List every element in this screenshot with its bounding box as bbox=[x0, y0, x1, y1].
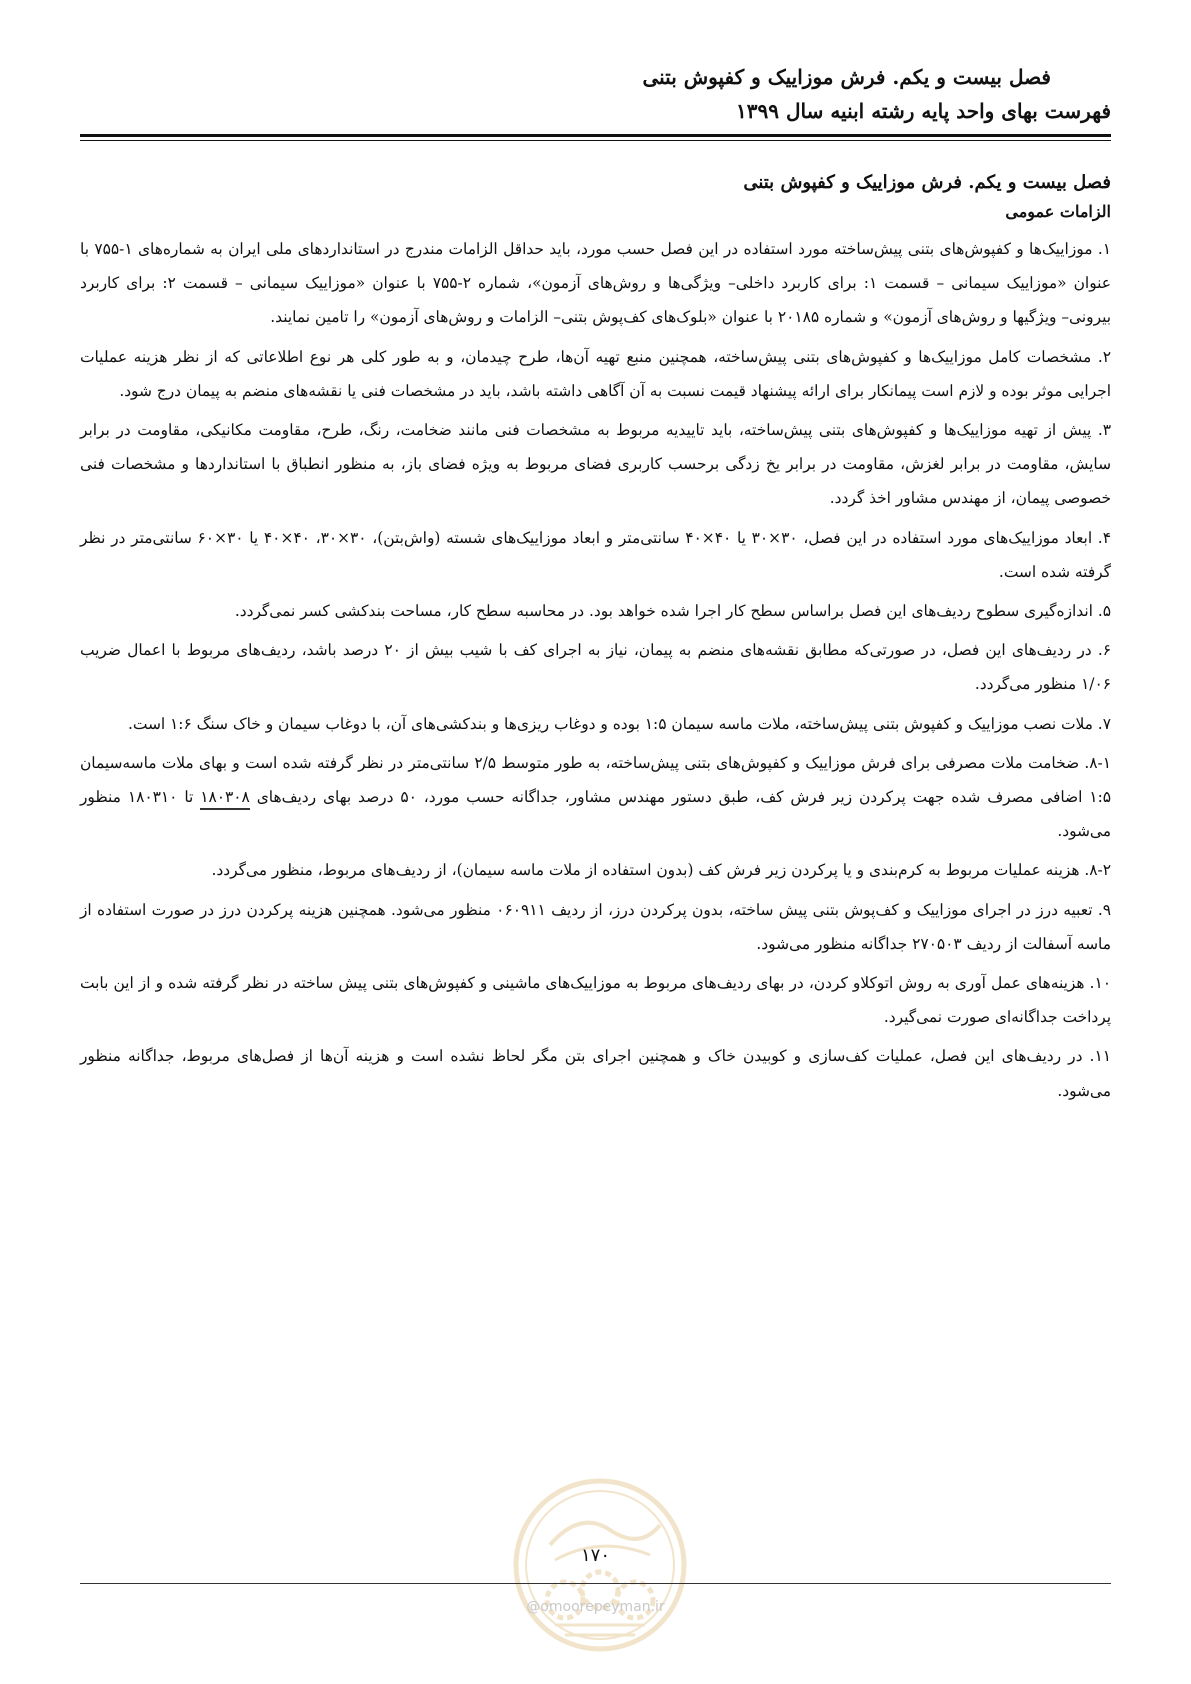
paragraph-8-1 bbox=[80, 746, 1111, 849]
paragraph-4: ۴. ابعاد موزاییک‌های مورد استفاده در این فصل، ۳۰×۳۰ یا ۴۰×۴۰ سانتی‌متر و ابعاد موزاییک‌های شسته (واش‌بتن)، ۳۰×۳۰، ۴۰×۴۰ یا ۳۰×۶۰ سانتی‌متر در نظر گرفته شده است. bbox=[80, 528, 1111, 581]
paragraph-8-1-text: ۸-۱. ضخامت ملات مصرفی برای فرش موزاییک و کفپوش‌های بتنی پیش‌ساخته، به طور متوسط ۲/۵ سانتی‌متر در نظر گرفته شده است و بهای ملات ماسه‌سیمان ۱:۵ اضافی مصرف شده جهت پرکردن زیر فرش کف، طبق دستور مهندس مشاور، جداگانه حسب مورد، ۵۰ درصد بهای ردیف‌های bbox=[80, 753, 1112, 807]
footer-rule bbox=[80, 1583, 1111, 1584]
paragraph-9: ۹. تعبیه درز در اجرای موزاییک و کف‌پوش بتنی پیش ساخته، بدون پرکردن درز، از ردیف ۰۶۰۹۱۱ منظور می‌شود. همچنین هزینه پرکردن درز در صورت استفاده از ماسه آسفالت از ردیف ۲۷۰۵۰۳ جداگانه منظور می‌شود. bbox=[80, 900, 1111, 953]
paragraph-1: ۱. موزاییک‌ها و کفپوش‌های بتنی پیش‌ساخته مورد استفاده در این فصل حسب مورد، باید حداقل الزامات مندرج در استانداردهای ملی ایران به شماره‌های ۱-۷۵۵ با عنوان «موزاییک سیمانی – قسمت ۱: برای کاربرد داخلی– ویژگی‌ها و روش‌های آزمون»، شماره ۲-۷۵۵ با عنوان «موزاییک سیمانی – قسمت ۲: برای کاربرد بیرونی– ویژگیها و روش‌های آزمون» و شماره ۲۰۱۸۵ با عنوان «بلوک‌های کف‌پوش بتنی– الزامات و روش‌های آزمون» را تامین نمایند. bbox=[80, 240, 1111, 327]
paragraph-8-1-text-end: تا ۱۸۰۳۱۰ منظور می‌شود. bbox=[80, 788, 1111, 841]
footer-url: @omoorepeyman.ir bbox=[526, 1599, 665, 1615]
paragraph-8-1-row-code: ۱۸۰۳۰۸ bbox=[200, 788, 250, 810]
paragraph-7: ۷. ملات نصب موزاییک و کفپوش بتنی پیش‌ساخته، ملات ماسه سیمان ۱:۵ بوده و دوغاب ریزی‌ها و بندکشی‌های آن، با دوغاب سیمان و خاک سنگ ۱:۶ است. bbox=[127, 714, 1111, 733]
paragraph-8-2: ۸-۲. هزینه عملیات مربوط به کرم‌بندی و یا پرکردن زیر فرش کف (بدون استفاده از ملات ماسه سیمان)، از ردیف‌های مربوط، منظور می‌گردد. bbox=[211, 861, 1111, 880]
paragraph-11: ۱۱. در ردیف‌های این فصل، عملیات کف‌سازی و کوبیدن خاک و همچنین اجرای بتن مگر لحاظ نشده است و هزینه آن‌ها از فصل‌های مربوط، جداگانه منظور می‌شود. bbox=[80, 1047, 1111, 1100]
header-price-list-line: فهرست بهای واحد پایه رشته ابنیه سال ۱۳۹۹ bbox=[736, 99, 1111, 123]
paragraph-3: ۳. پیش از تهیه موزاییک‌ها و کفپوش‌های بتنی پیش‌ساخته، باید تاییدیه مربوط به مشخصات فنی مانند ضخامت، رنگ، طرح، مقاومت مکانیکی، مقاومت در برابر سایش، مقاومت در برابر لغزش، مقاومت در برابر یخ زدگی برحسب کاربری فضای مربوط به ویژه فضای باز، به منظور انطباق با استانداردها و مشخصات فنی خصوصی پیمان، از مهندس مشاور اخذ گردد. bbox=[80, 421, 1111, 508]
header-rule-thin bbox=[80, 140, 1111, 141]
main-content bbox=[80, 168, 1111, 1113]
section-title: الزامات عمومی bbox=[1005, 202, 1111, 221]
chapter-title: فصل بیست و یکم. فرش موزاییک و کفپوش بتنی bbox=[743, 172, 1111, 193]
paragraph-6: ۶. در ردیف‌های این فصل، در صورتی‌که مطابق نقشه‌های منضم به پیمان، نیاز به اجرای کف با شیب بیش از ۲۰ درصد باشد، ردیف‌های مربوط با اعمال ضریب ۱/۰۶ منظور می‌گردد. bbox=[80, 641, 1111, 694]
page-number: ۱۷۰ bbox=[580, 1545, 610, 1566]
page-header bbox=[80, 60, 1111, 128]
paragraph-5: ۵. اندازه‌گیری سطوح ردیف‌های این فصل براساس سطح کار اجرا شده خواهد بود. در محاسبه سطح کار، مساحت بندکشی کسر نمی‌گردد. bbox=[234, 602, 1111, 621]
header-chapter-line: فصل بیست و یکم. فرش موزاییک و کفپوش بتنی bbox=[642, 65, 1051, 89]
paragraph-10: ۱۰. هزینه‌های عمل آوری به روش اتوکلاو کردن، در بهای ردیف‌های مربوط به موزاییک‌های ماشینی و کفپوش‌های بتنی پیش ساخته در نظر گرفته شده و از این بابت پرداخت جداگانه‌ای صورت نمی‌گیرد. bbox=[80, 974, 1111, 1027]
header-rule-thick bbox=[80, 134, 1111, 137]
paragraph-2: ۲. مشخصات کامل موزاییک‌ها و کفپوش‌های بتنی پیش‌ساخته، همچنین منبع تهیه آن‌ها، طرح چیدمان، و به طور کلی هر نوع اطلاعاتی که از نظر هزینه عملیات اجرایی موثر بوده و لازم است پیمانکار برای ارائه پیشنهاد قیمت نسبت به آن آگاهی داشته باشد، باید در مشخصات فنی یا نقشه‌های منضم به پیمان درج شود. bbox=[80, 347, 1111, 400]
